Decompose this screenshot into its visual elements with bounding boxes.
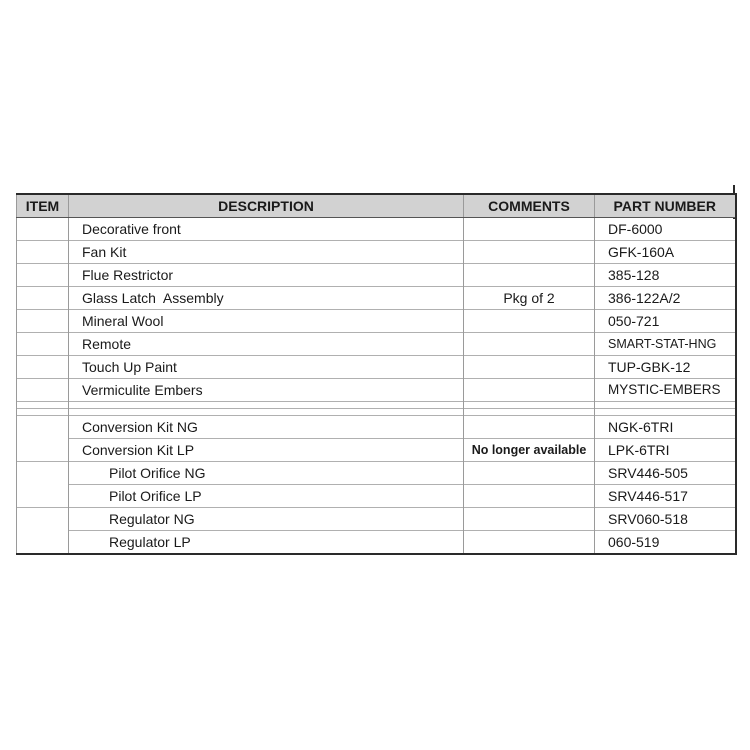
description-cell: Regulator LP [69,531,464,555]
comments-cell [464,416,595,439]
part-number-cell: LPK-6TRI [595,439,736,462]
comments-cell [464,379,595,402]
description-cell [69,402,464,409]
part-number-cell: 385-128 [595,264,736,287]
comments-cell [464,264,595,287]
table-row [17,531,736,555]
table-row [17,356,736,379]
description-cell: Remote [69,333,464,356]
description-cell: Conversion Kit NG [69,416,464,439]
item-cell [17,356,69,379]
description-cell: Touch Up Paint [69,356,464,379]
table-row [17,379,736,402]
table-row [17,439,736,462]
comments-cell [464,409,595,416]
description-cell: Vermiculite Embers [69,379,464,402]
item-cell [17,416,69,439]
description-cell: Pilot Orifice LP [69,485,464,508]
table-row [17,264,736,287]
description-cell: Pilot Orifice NG [69,462,464,485]
item-cell [17,218,69,241]
item-cell [17,287,69,310]
description-cell: Regulator NG [69,508,464,531]
item-cell [17,439,69,462]
part-number-cell: 050-721 [595,310,736,333]
comments-cell [464,218,595,241]
item-cell [17,310,69,333]
spacer-row [17,402,736,409]
description-cell: Mineral Wool [69,310,464,333]
description-cell: Fan Kit [69,241,464,264]
table-row [17,310,736,333]
comments-cell [464,241,595,264]
header-comments: COMMENTS [464,194,595,218]
comments-cell [464,462,595,485]
item-cell [17,402,69,409]
part-number-cell: SMART-STAT-HNG [595,333,736,356]
part-number-cell: 386-122A/2 [595,287,736,310]
part-number-cell [595,409,736,416]
table-row [17,485,736,508]
item-cell [17,462,69,485]
item-cell [17,333,69,356]
part-number-cell: GFK-160A [595,241,736,264]
item-cell [17,264,69,287]
table-row [17,241,736,264]
header-part-number: PART NUMBER [595,194,736,218]
comments-cell [464,485,595,508]
comments-cell [464,310,595,333]
spacer-row [17,409,736,416]
part-number-cell: DF-6000 [595,218,736,241]
description-cell: Conversion Kit LP [69,439,464,462]
item-cell [17,241,69,264]
part-number-cell: TUP-GBK-12 [595,356,736,379]
table-row [17,333,736,356]
description-cell: Decorative front [69,218,464,241]
comments-cell: Pkg of 2 [464,287,595,310]
comments-cell [464,333,595,356]
header-description: DESCRIPTION [69,194,464,218]
item-cell [17,508,69,531]
description-cell: Flue Restrictor [69,264,464,287]
comments-cell [464,356,595,379]
item-cell [17,531,69,555]
table-row [17,416,736,439]
table-row [17,287,736,310]
description-cell [69,409,464,416]
comments-cell: No longer available [464,439,595,462]
table-row [17,462,736,485]
part-number-cell: NGK-6TRI [595,416,736,439]
item-cell [17,485,69,508]
part-number-cell: MYSTIC-EMBERS [595,379,736,402]
part-number-cell: SRV446-517 [595,485,736,508]
comments-cell [464,531,595,555]
part-number-cell: SRV060-518 [595,508,736,531]
table-row [17,508,736,531]
part-number-cell: 060-519 [595,531,736,555]
item-cell [17,379,69,402]
comments-cell [464,402,595,409]
table-row [17,218,736,241]
item-cell [17,409,69,416]
header-item: ITEM [17,194,69,218]
header-row [17,194,736,218]
part-number-cell: SRV446-505 [595,462,736,485]
parts-table [16,193,737,555]
part-number-cell [595,402,736,409]
comments-cell [464,508,595,531]
description-cell: Glass Latch Assembly [69,287,464,310]
